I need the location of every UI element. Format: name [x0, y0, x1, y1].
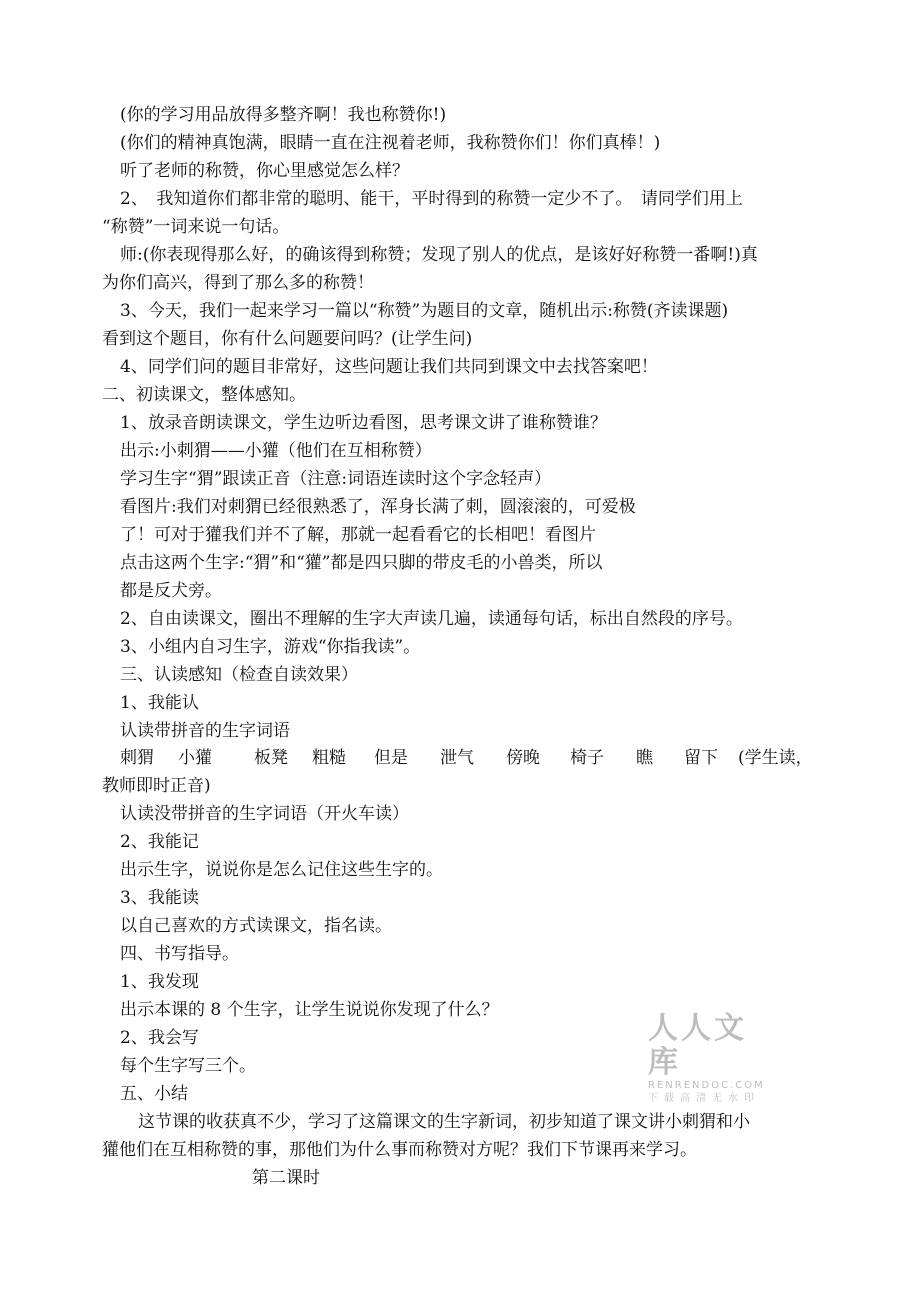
- lesson-heading: 第二课时: [252, 1168, 320, 1188]
- watermark-subtitle: 下载高清无水印: [648, 1093, 760, 1104]
- paragraph-line: (你们的精神真饱满，眼睛一直在注视着老师，我称赞你们！你们真棒！): [120, 133, 661, 153]
- paragraph-line: 看到这个题目，你有什么问题要问吗？(让学生问): [102, 329, 473, 349]
- vocab-word: 泄气: [440, 748, 474, 768]
- subheading: 3、我能读: [120, 888, 199, 908]
- paragraph-line: 3、今天，我们一起来学习一篇以“称赞”为题目的文章，随机出示:称赞(齐读课题): [120, 301, 729, 321]
- paragraph-line: 师:(你表现得那么好，的确该得到称赞；发现了别人的优点，是该好好称赞一番啊!)真: [120, 245, 758, 265]
- paragraph-line: 听了老师的称赞，你心里感觉怎么样？: [120, 161, 409, 181]
- paragraph-line: 出示本课的 8 个生字，让学生说说你发现了什么？: [120, 1000, 499, 1020]
- vocab-word: 板凳: [254, 748, 288, 768]
- vocab-word: 椅子: [570, 748, 604, 768]
- paragraph-line: 认读带拼音的生字词语: [120, 721, 290, 741]
- paragraph-line: 学习生字“猬”跟读正音（注意:词语连读时这个字念轻声）: [120, 469, 552, 489]
- paragraph-line: “称赞”一词来说一句话。: [102, 217, 290, 237]
- subheading: 1、我发现: [120, 972, 199, 992]
- paragraph-line: 这节课的收获真不少，学习了这篇课文的生字新词，初步知道了课文讲小刺猬和小: [138, 1112, 750, 1132]
- section-heading: 三、认读感知（检查自读效果）: [120, 665, 358, 685]
- section-heading: 五、小结: [120, 1084, 188, 1104]
- paragraph-line: 2、 我知道你们都非常的聪明、能干，平时得到的称赞一定少不了。 请同学们用上: [120, 189, 743, 209]
- vocab-word: 刺猬: [120, 748, 154, 768]
- paragraph-line: 出示生字，说说你是怎么记住这些生字的。: [120, 860, 443, 880]
- vocab-word: 瞧: [636, 748, 653, 768]
- section-heading: 四、书写指导。: [120, 944, 239, 964]
- paragraph-line: 1、放录音朗读课文，学生边听边看图，思考课文讲了谁称赞谁？: [120, 413, 607, 433]
- vocab-word: 但是: [374, 748, 408, 768]
- paragraph-line: 每个生字写三个。: [120, 1056, 256, 1076]
- subheading: 2、我能记: [120, 832, 199, 852]
- vocab-word: 小獾: [178, 748, 212, 768]
- vocab-row: [120, 747, 820, 769]
- paragraph-line: 獾他们在互相称赞的事，那他们为什么事而称赞对方呢？我们下节课再来学习。: [102, 1140, 697, 1160]
- paragraph-line: (你的学习用品放得多整齐啊！我也称赞你!): [120, 105, 447, 125]
- subheading: 2、我会写: [120, 1028, 199, 1048]
- watermark-title: 人人文库: [648, 1011, 747, 1080]
- paragraph-line: 认读没带拼音的生字词语（开火车读）: [120, 804, 409, 824]
- paragraph-line: 为你们高兴，得到了那么多的称赞！: [102, 273, 374, 293]
- paragraph-line: 都是反犬旁。: [120, 581, 222, 601]
- vocab-word: (学生读，: [738, 748, 813, 768]
- watermark-logo: [648, 1012, 778, 1106]
- subheading: 1、我能认: [120, 693, 199, 713]
- paragraph-line: 以自己喜欢的方式读课文，指名读。: [120, 916, 392, 936]
- paragraph-line: 4、同学们问的题目非常好，这些问题让我们共同到课文中去找答案吧！: [120, 357, 658, 377]
- paragraph-line: 2、自由读课文，圈出不理解的生字大声读几遍，读通每句话，标出自然段的序号。: [120, 609, 743, 629]
- paragraph-line: 3、小组内自习生字，游戏“你指我读”。: [120, 637, 421, 657]
- paragraph-line: 看图片:我们对刺猬已经很熟悉了，浑身长满了刺，圆滚滚的，可爱极: [120, 497, 636, 517]
- paragraph-line: 了！可对于獾我们并不了解，那就一起看看它的长相吧！看图片: [120, 525, 596, 545]
- paragraph-line: 点击这两个生字:“猬”和“獾”都是四只脚的带皮毛的小兽类，所以: [120, 553, 603, 573]
- section-heading: 二、初读课文，整体感知。: [102, 385, 306, 405]
- vocab-word: 傍晚: [506, 748, 540, 768]
- vocab-word: 粗糙: [312, 748, 346, 768]
- paragraph-line: 出示:小刺猬——小獾（他们在互相称赞）: [120, 441, 432, 461]
- paragraph-line: 教师即时正音): [102, 776, 211, 796]
- vocab-word: 留下: [684, 748, 718, 768]
- watermark-url: RENRENDOC.COM: [648, 1080, 765, 1091]
